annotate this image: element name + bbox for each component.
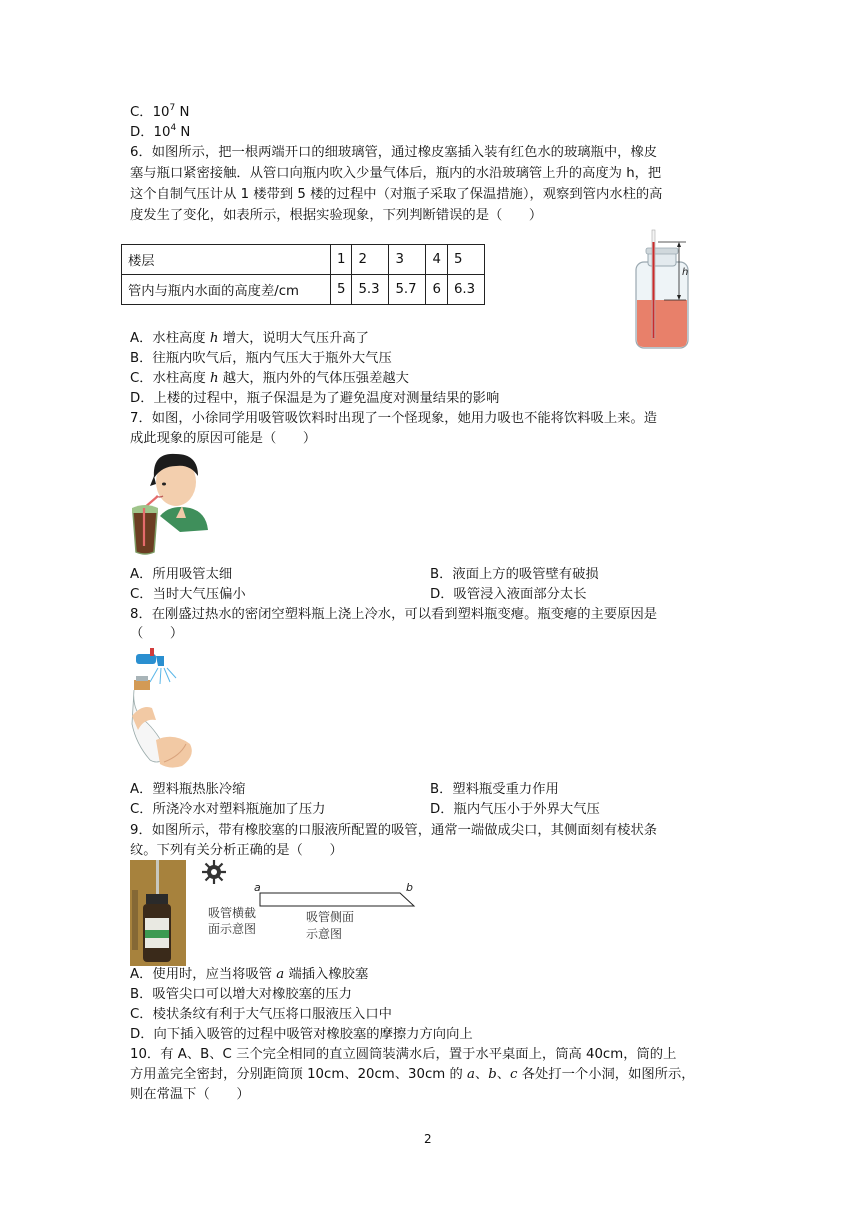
q10-text-line-3: 则在常温下（ ） [130,1087,250,1102]
child-drinking-figure [130,446,210,560]
q10-text-line-1: 10．有 A、B、C 三个完全相同的直立圆筒装满水后，置于水平桌面上，筒高 40cm，筒的上 [130,1047,677,1062]
table-cell: 5 [447,245,484,275]
q9-option-d: D．向下插入吸管的过程中吸管对橡胶塞的摩擦力方向向上 [130,1027,473,1042]
q7-option-b: B．液面上方的吸管壁有破损 [430,567,599,582]
q8-option-c: C．所浇冷水对塑料瓶施加了压力 [130,802,326,817]
barometer-bottle-figure [624,228,704,352]
table-cell: 3 [389,245,426,275]
table-header-label: 楼层 [122,245,331,275]
gear-cross-section-icon [202,860,226,884]
q7-text-line-1: 7．如图，小徐同学用吸管吸饮料时出现了一个怪现象，她用力吸也不能将饮料吸上来。造 [130,411,658,426]
q8-option-b: B．塑料瓶受重力作用 [430,782,559,797]
q7-option-d: D．吸管浸入液面部分太长 [430,587,587,602]
table-cell: 5.3 [352,275,389,305]
table-cell: 5 [331,275,352,305]
cross-section-caption-line-1: 吸管横截 [208,906,257,920]
q10-text-line-2: 方用盖完全密封，分别距筒顶 10cm、20cm、30cm 的 a、b、c 各处打一个小洞，如图所示， [130,1067,695,1082]
q8-text-line-1: 8．在刚盛过热水的密闭空塑料瓶上浇上冷水，可以看到塑料瓶变瘪。瓶变瘪的主要原因是 [130,607,658,622]
oral-liquid-photo [130,860,186,966]
q9-option-b: B．吸管尖口可以增大对橡胶塞的压力 [130,987,352,1002]
q9-text-line-2: 纹。下列有关分析正确的是（ ） [130,843,343,858]
cross-section-caption-line-2: 面示意图 [208,922,257,936]
q6-option-d: D．上楼的过程中，瓶子保温是为了避免温度对测量结果的影响 [130,391,500,406]
side-view-caption-line-2: 示意图 [306,927,343,941]
q8-option-d: D．瓶内气压小于外界大气压 [430,802,600,817]
table-row [122,275,485,305]
page-number: 2 [424,1132,432,1146]
table-row [122,245,485,275]
q7-option-a: A．所用吸管太细 [130,567,233,582]
q8-text-line-2: （ ） [130,626,184,641]
straw-end-a-label: a [254,881,261,894]
barometer-h-label: h [682,267,689,278]
q7-option-c: C．当时大气压偏小 [130,587,246,602]
q5-option-d: D．$10^4$ N [130,123,191,140]
q6-option-a: A．水柱高度 h 增大，说明大气压升高了 [130,331,369,346]
q9-option-a: A．使用时，应当将吸管 a 端插入橡胶塞 [130,967,369,982]
q6-text-line-1: 6．如图所示，把一根两端开口的细玻璃管，通过橡皮塞插入装有红色水的玻璃瓶中，橡皮 [130,145,658,160]
cold-water-bottle-figure [130,644,210,778]
q6-option-c: C．水柱高度 h 越大，瓶内外的气体压强差越大 [130,371,409,386]
table-cell: 1 [331,245,352,275]
table-cell: 2 [352,245,389,275]
q6-option-b: B．往瓶内吹气后，瓶内气压大于瓶外大气压 [130,351,392,366]
q6-text-line-2: 塞与瓶口紧密接触．从管口向瓶内吹入少量气体后，瓶内的水沿玻璃管上升的高度为 h，把 [130,166,662,181]
table-cell: 5.7 [389,275,426,305]
table-cell: 6 [426,275,447,305]
floor-height-table [121,244,485,305]
q9-option-c: C．棱状条纹有利于大气压将口服液压入口中 [130,1007,392,1022]
q7-text-line-2: 成此现象的原因可能是（ ） [130,431,317,446]
side-view-caption-line-1: 吸管侧面 [306,910,355,924]
straw-schematic-figure [200,858,432,948]
q8-option-a: A．塑料瓶热胀冷缩 [130,782,246,797]
q6-text-line-3: 这个自制气压计从 1 楼带到 5 楼的过程中（对瓶子采取了保温措施），观察到管内水柱的高 [130,187,663,202]
straw-end-b-label: b [406,881,413,894]
q5-option-c: C．$10^7$ N [130,103,190,120]
table-row-label: 管内与瓶内水面的高度差/cm [122,275,331,305]
table-cell: 6.3 [447,275,484,305]
q6-text-line-4: 度发生了变化，如表所示，根据实验现象，下列判断错误的是（ ） [130,208,543,223]
table-cell: 4 [426,245,447,275]
q9-text-line-1: 9．如图所示，带有橡胶塞的口服液所配置的吸管，通常一端做成尖口，其侧面刻有棱状条 [130,823,658,838]
